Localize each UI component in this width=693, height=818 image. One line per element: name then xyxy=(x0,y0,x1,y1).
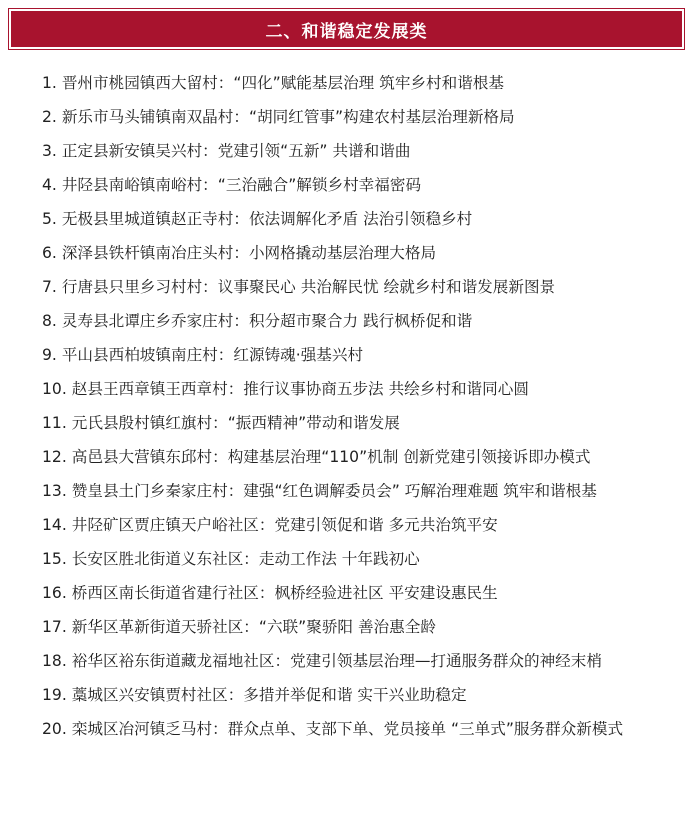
list-item: 5. 无极县里城道镇赵正寺村：依法调解化矛盾 法治引领稳乡村 xyxy=(42,210,473,228)
section-title: 二、和谐稳定发展类 xyxy=(265,21,428,42)
list-item-text: 18. 裕华区裕东街道藏龙福地社区：党建引领基层治理—打通服务群众的神经末梢 xyxy=(42,652,602,670)
section-header xyxy=(8,8,685,50)
list-item: 9. 平山县西柏坡镇南庄村：红源铸魂·强基兴村 xyxy=(42,346,364,364)
list-item-text: 20. 栾城区冶河镇乏马村：群众点单、支部下单、党员接单 “三单式”服务群众新模式 xyxy=(42,720,624,738)
item-list xyxy=(0,66,693,746)
list-item: 13. 赞皇县土门乡秦家庄村：建强“红色调解委员会” 巧解治理难题 筑牢和谐根基 xyxy=(42,482,597,500)
list-item: 11. 元氏县殷村镇红旗村：“振西精神”带动和谐发展 xyxy=(42,414,400,432)
list-item xyxy=(0,644,693,678)
list-item: 16. 桥西区南长街道省建行社区：枫桥经验进社区 平安建设惠民生 xyxy=(42,584,498,602)
list-item: 7. 行唐县只里乡习村村：议事聚民心 共治解民忧 绘就乡村和谐发展新图景 xyxy=(42,278,556,296)
list-item: 12. 高邑县大营镇东邱村：构建基层治理“110”机制 创新党建引领接诉即办模式 xyxy=(42,448,591,466)
list-item: 1. 晋州市桃园镇西大留村：“四化”赋能基层治理 筑牢乡村和谐根基 xyxy=(42,74,504,92)
list-item: 10. 赵县王西章镇王西章村：推行议事协商五步法 共绘乡村和谐同心圆 xyxy=(42,380,529,398)
list-item xyxy=(0,712,693,746)
list-item: 6. 深泽县铁杆镇南冶庄头村：小网格撬动基层治理大格局 xyxy=(42,244,437,262)
list-item: 15. 长安区胜北街道义东社区：走动工作法 十年践初心 xyxy=(42,550,420,568)
list-item: 3. 正定县新安镇吴兴村：党建引领“五新” 共谱和谐曲 xyxy=(42,142,411,160)
list-item: 8. 灵寿县北谭庄乡乔家庄村：积分超市聚合力 践行枫桥促和谐 xyxy=(42,312,473,330)
list-item: 2. 新乐市马头铺镇南双晶村：“胡同红管事”构建农村基层治理新格局 xyxy=(42,108,515,126)
list-item: 19. 藁城区兴安镇贾村社区：多措并举促和谐 实干兴业助稳定 xyxy=(42,686,467,704)
list-item: 4. 井陉县南峪镇南峪村：“三治融合”解锁乡村幸福密码 xyxy=(42,176,422,194)
list-item: 17. 新华区革新街道天骄社区：“六联”聚骄阳 善治惠全龄 xyxy=(42,618,436,636)
section-header-bar xyxy=(11,11,682,47)
list-item: 14. 井陉矿区贾庄镇天户峪社区：党建引领促和谐 多元共治筑平安 xyxy=(42,516,498,534)
